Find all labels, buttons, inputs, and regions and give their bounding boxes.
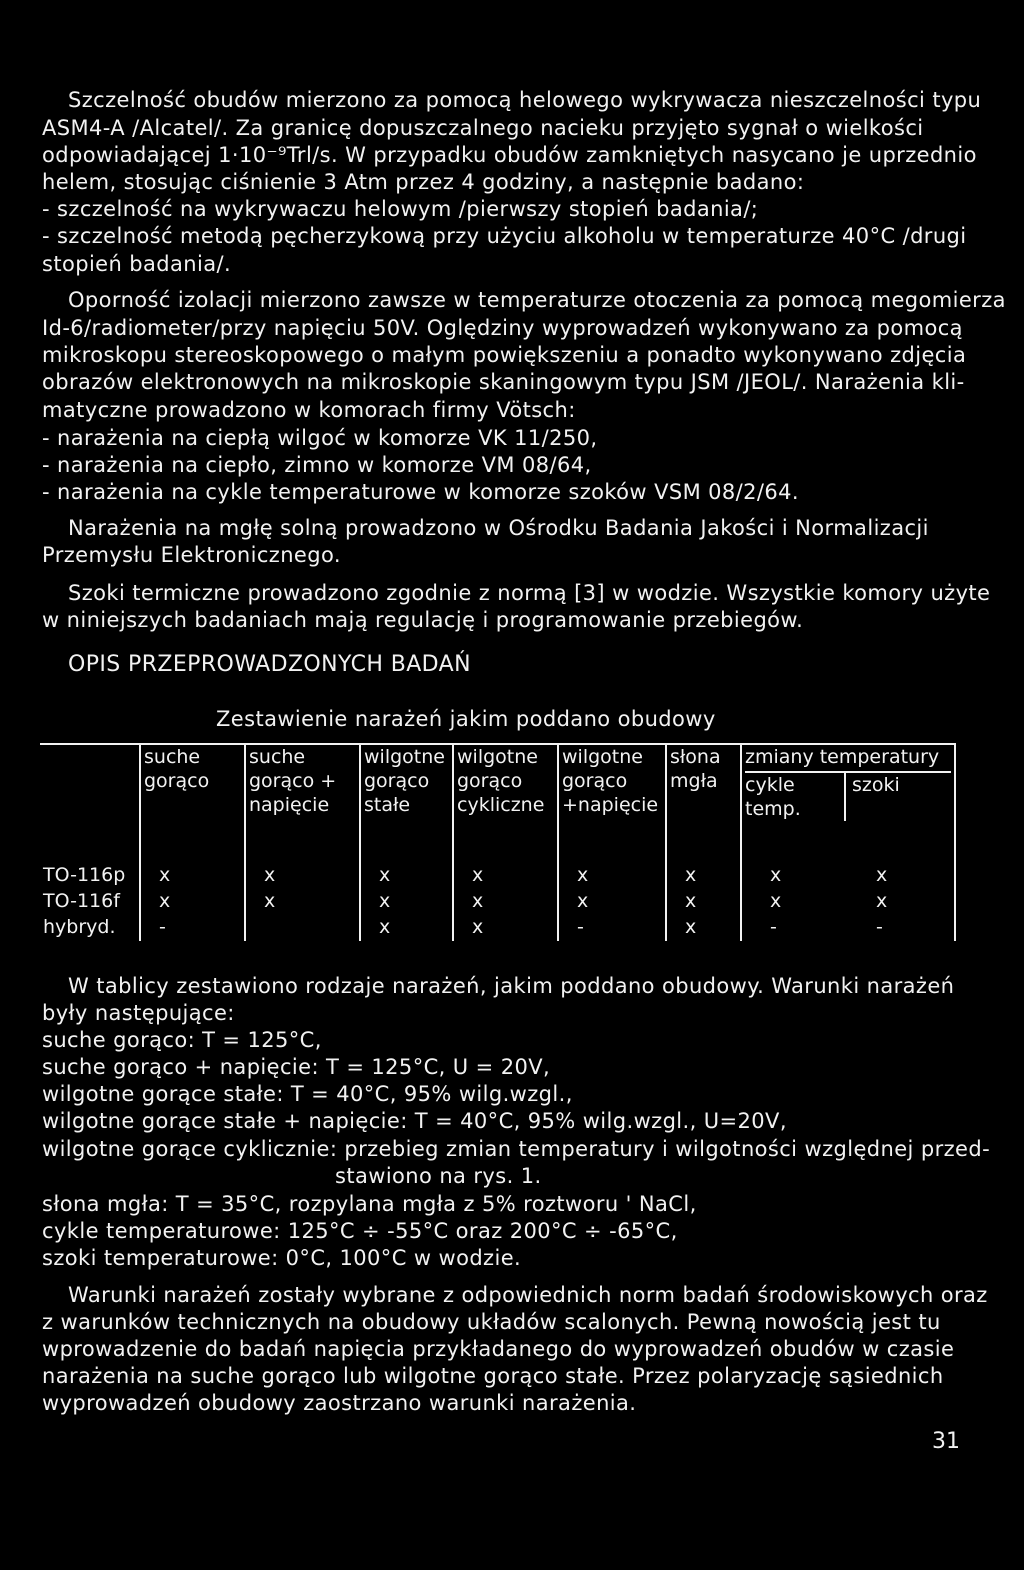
text-line: - szczelność metodą pęcherzykową przy użyciu alkoholu w temperaturze 40°C /drugi	[42, 224, 967, 248]
table-row	[40, 915, 955, 941]
text-line: - narażenia na ciepło, zimno w komorze VM 08/64,	[42, 453, 592, 477]
text-line: suche gorąco: T = 125°C,	[42, 1028, 322, 1052]
column-header: wilgotne gorąco +napięcie	[558, 744, 666, 863]
table-cell: -	[558, 915, 666, 941]
table-cell: x	[245, 863, 360, 889]
text-line: były następujące:	[42, 1001, 235, 1025]
table-cell-group	[741, 863, 955, 889]
group-header-label: zmiany temperatury	[745, 745, 951, 773]
table-cell: -	[770, 916, 777, 938]
column-header: słona mgła	[666, 744, 741, 863]
table-cell: x	[245, 889, 360, 915]
table-cell: -	[140, 915, 245, 941]
text-line: stopień badania/.	[42, 252, 232, 276]
text-line: W tablicy zestawiono rodzaje narażeń, jakim poddano obudowy. Warunki narażeń	[68, 974, 955, 998]
table-row	[40, 863, 955, 889]
text-line: Szczelność obudów mierzono za pomocą helowego wykrywacza nieszczelności typu	[68, 88, 982, 112]
column-header: suche gorąco + napięcie	[245, 744, 360, 863]
table-row	[40, 889, 955, 915]
text-line: wilgotne gorące stałe + napięcie: T = 40°C, 95% wilg.wzgl., U=20V,	[42, 1109, 787, 1133]
text-line: Warunki narażeń zostały wybrane z odpowiednich norm badań środowiskowych oraz	[68, 1283, 988, 1307]
row-label: TO-116f	[43, 890, 120, 912]
table-cell: x	[140, 889, 245, 915]
text-line: wilgotne gorące cyklicznie: przebieg zmian temperatury i wilgotności względnej przed-	[42, 1137, 991, 1161]
text-line: helem, stosując ciśnienie 3 Atm przez 4 godziny, a następnie badano:	[42, 170, 805, 194]
text-line: odpowiadającej 1·10⁻⁹Trl/s. W przypadku obudów zamkniętych nasycano je uprzednio	[42, 143, 977, 167]
table-cell: x	[453, 863, 558, 889]
text-line: - narażenia na ciepłą wilgoć w komorze VK 11/250,	[42, 426, 598, 450]
table-cell	[245, 915, 360, 941]
table-caption: Zestawienie narażeń jakim poddano obudowy	[216, 707, 716, 731]
table-cell: x	[453, 915, 558, 941]
text-line: cykle temperaturowe: 125°C ÷ -55°C oraz 200°C ÷ -65°C,	[42, 1219, 678, 1243]
table-cell: x	[558, 889, 666, 915]
table-cell-group	[741, 915, 955, 941]
column-header: wilgotne gorąco stałe	[360, 744, 453, 863]
table-cell: x	[666, 889, 741, 915]
table-cell: x	[876, 890, 888, 912]
table-cell-group	[741, 889, 955, 915]
text-line: Przemysłu Elektronicznego.	[42, 543, 341, 567]
text-line: - narażenia na cykle temperaturowe w komorze szoków VSM 08/2/64.	[42, 480, 799, 504]
text-line: Narażenia na mgłę solną prowadzono w Ośrodku Badania Jakości i Normalizacji	[68, 516, 929, 540]
text-line: obrazów elektronowych na mikroskopie skaningowym typu JSM /JEOL/. Narażenia kli-	[42, 370, 965, 394]
page-number: 31	[932, 1429, 960, 1454]
table-cell: x	[140, 863, 245, 889]
text-line: - szczelność na wykrywaczu helowym /pierwszy stopień badania/;	[42, 197, 759, 221]
table-cell: x	[360, 863, 453, 889]
row-label: hybryd.	[43, 916, 116, 938]
table-cell: x	[876, 864, 888, 886]
table-body	[40, 863, 955, 941]
table-cell: x	[453, 889, 558, 915]
sub-column-header: cykle temp.	[745, 774, 801, 820]
text-line: Oporność izolacji mierzono zawsze w temperaturze otoczenia za pomocą megomierza	[68, 288, 1006, 312]
table-header-row	[40, 744, 955, 863]
column-group-header	[741, 744, 955, 863]
sub-column-row	[745, 773, 951, 821]
text-line: słona mgła: T = 35°C, rozpylana mgła z 5% roztworu ' NaCl,	[42, 1192, 697, 1216]
text-line: matyczne prowadzono w komorach firmy Vötsch:	[42, 398, 576, 422]
text-line: szoki temperaturowe: 0°C, 100°C w wodzie.	[42, 1246, 522, 1270]
text-line: narażenia na suche gorąco lub wilgotne gorąco stałe. Przez polaryzację sąsiednich	[42, 1364, 944, 1388]
table-cell: x	[770, 864, 782, 886]
table-cell: x	[360, 915, 453, 941]
table-cell: x	[666, 915, 741, 941]
text-line: wilgotne gorące stałe: T = 40°C, 95% wilg.wzgl.,	[42, 1082, 573, 1106]
text-line: wyprowadzeń obudowy zaostrzano warunki narażenia.	[42, 1391, 637, 1415]
text-line: z warunków technicznych na obudowy układów scalonych. Pewną nowością jest tu	[42, 1310, 941, 1334]
column-header: suche gorąco	[140, 744, 245, 863]
section-heading: OPIS PRZEPROWADZONYCH BADAŃ	[68, 652, 471, 677]
text-line: suche gorąco + napięcie: T = 125°C, U = 20V,	[42, 1055, 551, 1079]
table-corner-cell	[40, 744, 140, 863]
text-line: w niniejszych badaniach mają regulację i programowanie przebiegów.	[42, 608, 804, 632]
table-cell: x	[770, 890, 782, 912]
exposure-table	[40, 743, 956, 941]
text-line: Szoki termiczne prowadzono zgodnie z normą [3] w wodzie. Wszystkie komory użyte	[68, 581, 991, 605]
table-cell: x	[558, 863, 666, 889]
text-line: mikroskopu stereoskopowego o małym powiększeniu a ponadto wykonywano zdjęcia	[42, 343, 967, 367]
row-label: TO-116p	[43, 864, 126, 886]
text-line: stawiono na rys. 1.	[335, 1164, 542, 1188]
text-line: ASM4-A /Alcatel/. Za granicę dopuszczalnego nacieku przyjęto sygnał o wielkości	[42, 116, 924, 140]
text-line: wprowadzenie do badań napięcia przykładanego do wyprowadzeń obudów w czasie	[42, 1337, 955, 1361]
text-line: Id-6/radiometer/przy napięciu 50V. Oględziny wyprowadzeń wykonywano za pomocą	[42, 316, 963, 340]
table-cell: -	[876, 916, 883, 938]
sub-column-header: szoki	[844, 773, 951, 821]
column-header: wilgotne gorąco cykliczne	[453, 744, 558, 863]
table-cell: x	[666, 863, 741, 889]
table-cell: x	[360, 889, 453, 915]
